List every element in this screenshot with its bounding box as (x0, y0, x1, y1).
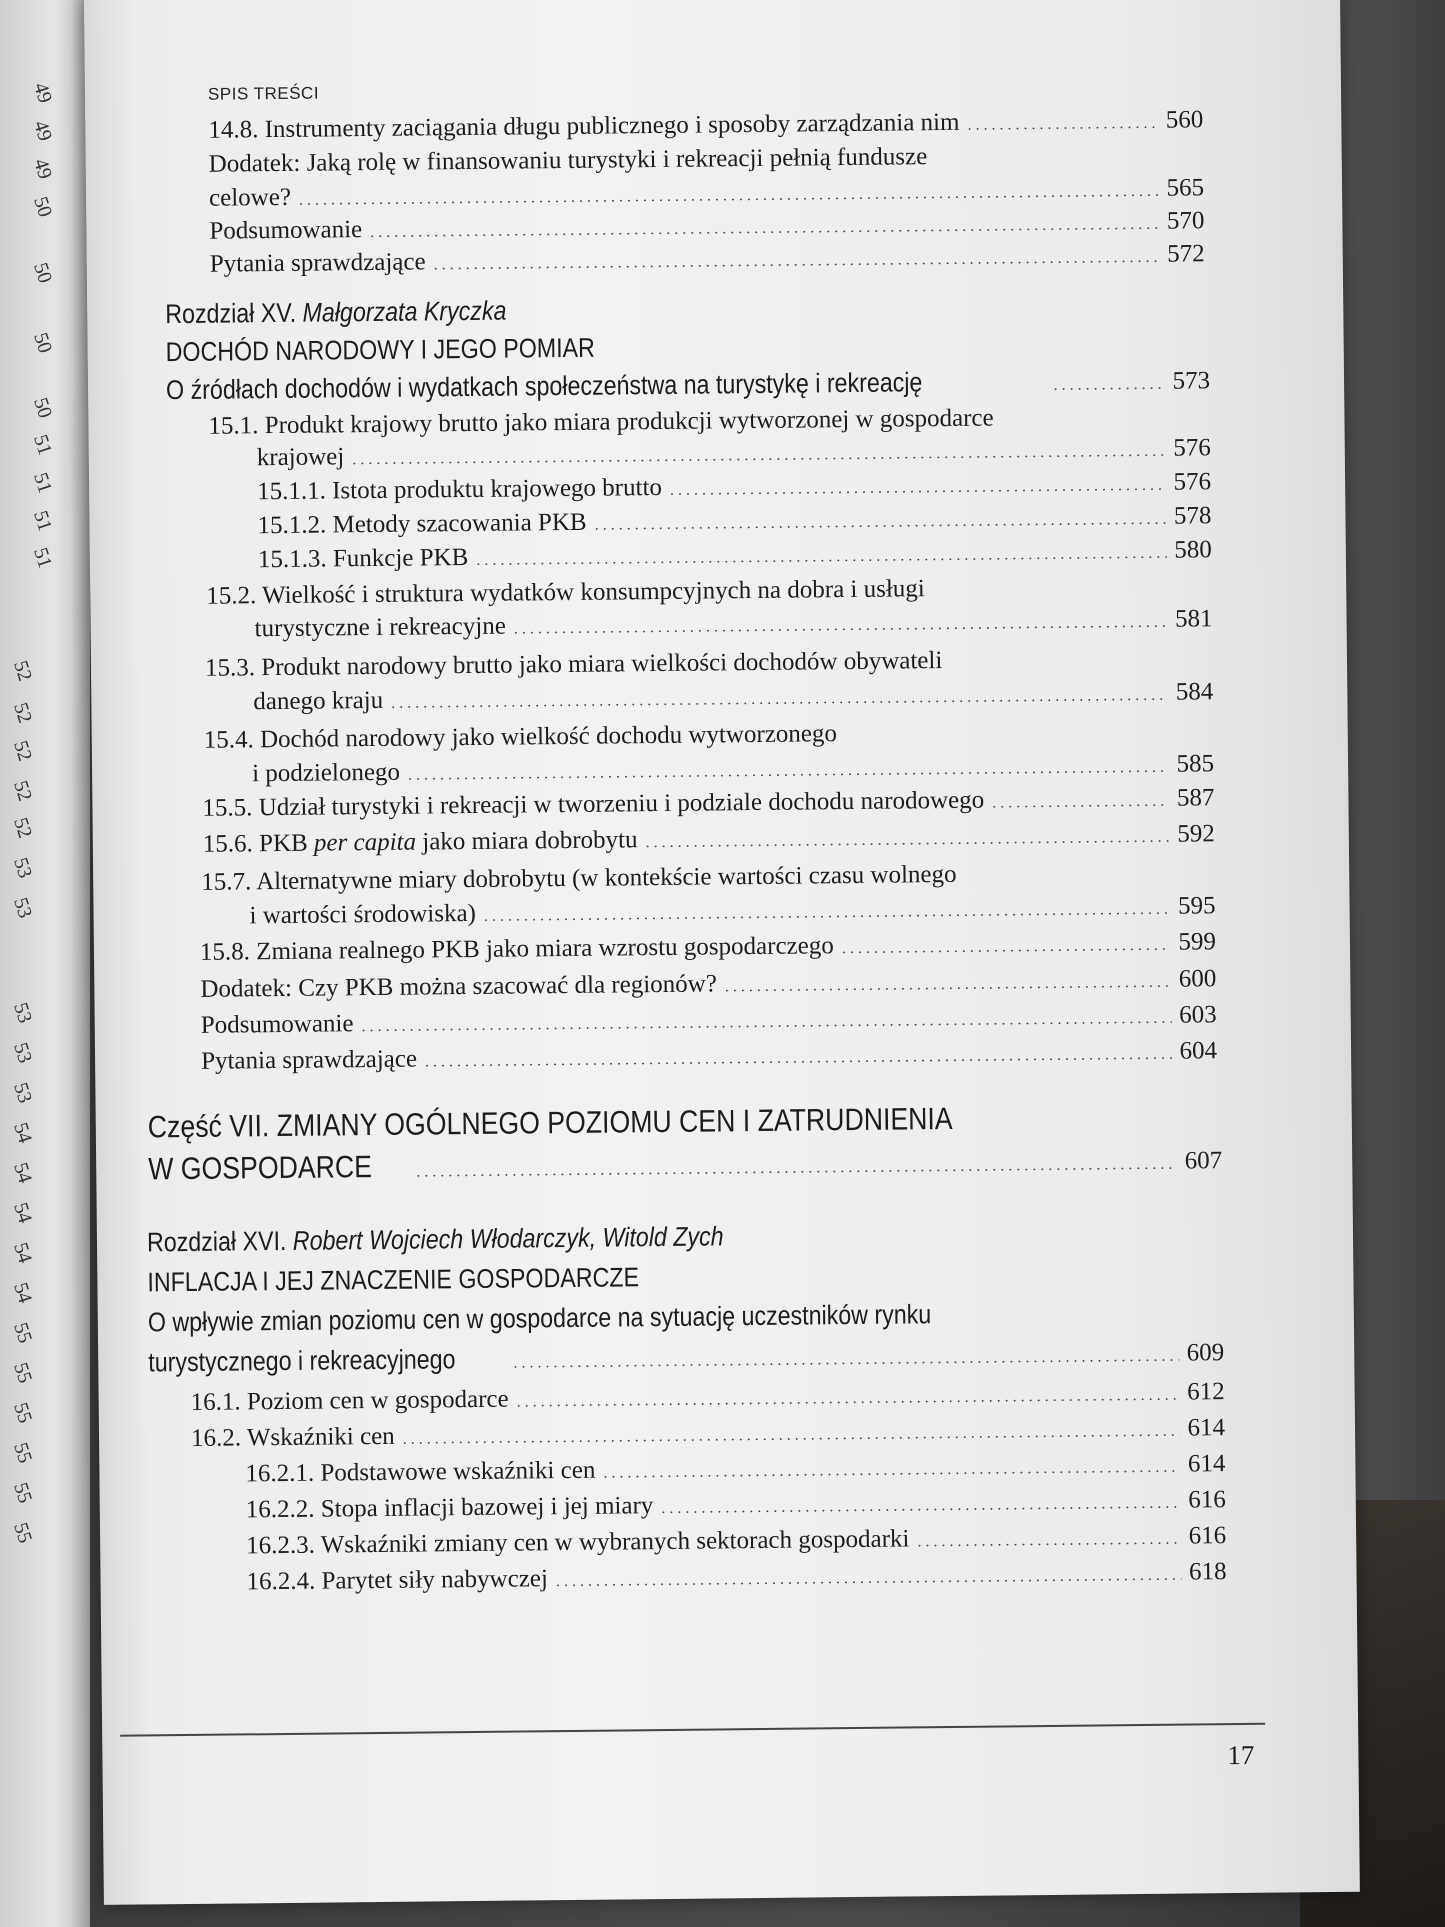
toc-entry-label: Część VII. ZMIANY OGÓLNEGO POZIOMU CEN I ZATRUDNIENIA (147, 1100, 953, 1145)
toc-entry-page: 595 (1177, 892, 1216, 920)
toc-entry (252, 750, 1214, 788)
toc-entry-label: Rozdział XV. Małgorzata Kryczka (165, 295, 507, 330)
left-page-number: 50 (29, 330, 57, 356)
toc-entry (258, 536, 1212, 574)
toc-entry-page: 573 (1172, 367, 1211, 395)
toc-entry-page: 618 (1188, 1558, 1227, 1586)
toc-entry-label: i podzielonego (251, 758, 401, 788)
toc-entry-page: 607 (1184, 1147, 1223, 1175)
toc-entry-page: 616 (1188, 1486, 1226, 1514)
toc-entry-label: 16.2.2. Stopa inflacji bazowej i jej miary (245, 1492, 654, 1524)
left-page-number: 53 (9, 855, 37, 881)
dot-leader (842, 937, 1171, 958)
left-page-number: 55 (9, 1480, 37, 1506)
left-page-number: 54 (9, 1280, 37, 1306)
toc-entry-label: turystyczne i rekreacyjne (254, 612, 506, 643)
toc-entry (257, 468, 1211, 506)
dot-leader (1053, 376, 1164, 395)
toc-entry (257, 434, 1211, 472)
toc-entry-page: 616 (1188, 1522, 1227, 1550)
toc-entry-label: 15.3. Produkt narodowy brutto jako miara wielkości dochodów obywateli (204, 647, 943, 682)
dot-leader (299, 183, 1159, 210)
toc-entry (148, 1336, 1224, 1378)
toc-entry-label: 16.2. Wskaźniki cen (190, 1422, 395, 1452)
toc-entry-label: INFLACJA I JEJ ZNACZENIE GOSPODARCZE (147, 1262, 640, 1298)
toc-entry-page: 572 (1167, 240, 1205, 268)
dot-leader (725, 974, 1171, 997)
dot-leader (670, 477, 1166, 500)
toc-entry-label: 15.7. Alternatywne miary dobrobytu (w kontekście wartości czasu wolnego (201, 860, 957, 896)
toc-entry (203, 820, 1215, 859)
left-page-number: 49 (29, 80, 57, 106)
toc-entry-label: Rozdział XVI. Robert Wojciech Włodarczyk, Witold Zych (146, 1221, 724, 1258)
toc-entry (202, 784, 1214, 823)
dot-leader (917, 1531, 1180, 1552)
toc-entry-page: 580 (1174, 536, 1212, 564)
toc-entry-label: O wpływie zmian poziomu cen w gospodarce na sytuację uczestników rynku (147, 1299, 932, 1338)
toc-entry-page: 581 (1174, 605, 1213, 633)
left-page-number: 52 (9, 815, 37, 841)
toc-entry (210, 240, 1205, 278)
toc-entry (209, 207, 1204, 245)
left-page-number: 54 (9, 1200, 37, 1226)
toc-entry (166, 364, 1210, 406)
left-page-number: 49 (29, 118, 57, 144)
toc-entry-label: 15.8. Zmiana realnego PKB jako miara wzrostu gospodarczego (199, 932, 834, 966)
toc-entry (208, 106, 1203, 144)
dot-leader (361, 1010, 1171, 1036)
left-page-number: 54 (9, 1120, 37, 1146)
dot-leader (403, 1423, 1180, 1449)
left-page-number: 53 (9, 1000, 37, 1026)
toc-entry-label: 15.1.2. Metody szacowania PKB (257, 508, 587, 540)
toc-entry-page: 609 (1186, 1339, 1225, 1367)
toc-entry-page: 614 (1187, 1414, 1226, 1442)
toc-entry-page: 585 (1176, 750, 1215, 778)
dot-leader (595, 511, 1167, 535)
toc-entry (249, 892, 1215, 930)
left-page-number: 55 (9, 1440, 37, 1466)
page-number: 17 (1227, 1739, 1255, 1771)
toc-entry-label: Podsumowanie (200, 1010, 354, 1039)
dot-leader (408, 759, 1169, 785)
toc-entry-italic: Robert Wojciech Włodarczyk, Witold Zych (292, 1221, 724, 1256)
toc-entry-label: 15.5. Udział turystyki i rekreacji w tworzeniu i podziale dochodu narodowego (202, 786, 985, 822)
toc-entry (148, 1140, 1222, 1187)
toc-entry-label: 14.8. Instrumenty zaciągania długu publicznego i sposoby zarządzania nim (208, 108, 960, 144)
toc-entry (147, 1216, 1223, 1258)
toc-entry-label: i wartości środowiska) (249, 899, 477, 930)
left-page-number: 52 (9, 778, 37, 804)
toc-entry-label: Podsumowanie (209, 216, 363, 245)
toc-entry-label: 15.4. Dochód narodowy jako wielkość dochodu wytworzonego (203, 720, 838, 754)
toc-entry-label: 16.1. Poziom cen w gospodarce (190, 1385, 509, 1416)
toc-entry (206, 572, 1212, 611)
toc-entry-label: turystycznego i rekreacyjnego (148, 1344, 456, 1378)
toc-entry (200, 928, 1216, 967)
dot-leader (352, 443, 1165, 470)
toc-entry-label: DOCHÓD NARODOWY I JEGO POMIAR (165, 332, 596, 368)
toc-entry (245, 1450, 1225, 1488)
toc-entry (205, 644, 1213, 683)
toc-entry-label: celowe? (208, 183, 292, 212)
toc-entry-label: O źródłach dochodów i wydatkach społeczeństwa na turystykę i rekreację (165, 367, 923, 406)
toc-entry-page: 614 (1187, 1450, 1226, 1478)
toc-entry (204, 716, 1214, 755)
dot-leader (603, 1459, 1180, 1483)
left-page-number: 51 (29, 508, 57, 534)
left-page-number: 54 (9, 1240, 37, 1266)
toc-entry (246, 1486, 1226, 1524)
toc-entry-page: 576 (1173, 468, 1212, 496)
dot-leader (645, 829, 1169, 852)
dot-leader (391, 687, 1168, 713)
running-header: SPIS TREŚCI (207, 83, 320, 104)
toc-entry-label: Dodatek: Czy PKB można szacować dla regionów? (200, 970, 717, 1003)
toc-entry (246, 1558, 1226, 1596)
toc-entry-page: 600 (1178, 965, 1217, 993)
left-page-number: 55 (9, 1360, 37, 1386)
left-page-number: 55 (9, 1520, 37, 1546)
left-page-number: 53 (9, 1040, 37, 1066)
dot-leader (556, 1567, 1181, 1592)
toc-entry-label: 15.1.3. Funkcje PKB (257, 544, 469, 574)
toc-entry-label: W GOSPODARCE (148, 1149, 373, 1187)
toc-entry-page: 565 (1166, 174, 1205, 202)
dot-leader (416, 1156, 1177, 1182)
left-page-number: 52 (9, 738, 37, 764)
toc-entry (209, 174, 1204, 212)
toc-entry-label: Pytania sprawdzające (209, 248, 426, 278)
toc-entry-page: 612 (1186, 1378, 1225, 1406)
dot-leader (517, 1387, 1180, 1412)
toc-entry (209, 140, 1204, 178)
toc-entry (201, 1001, 1217, 1040)
left-page-number: 53 (9, 895, 37, 921)
dot-leader (514, 614, 1167, 639)
toc-entry-page: 604 (1179, 1037, 1218, 1065)
toc-entry (165, 288, 1205, 330)
toc-entry (253, 678, 1213, 716)
dot-leader (992, 793, 1169, 813)
dot-leader (513, 1348, 1178, 1373)
toc-entry-page: 587 (1176, 784, 1215, 812)
left-page-number: 53 (9, 1080, 37, 1106)
toc-entry (166, 326, 1206, 368)
toc-entry (201, 1037, 1217, 1076)
toc-entry-page: 599 (1178, 928, 1217, 956)
toc-entry (201, 858, 1215, 897)
toc-entry-page: 603 (1179, 1001, 1217, 1029)
toc-entry (148, 1098, 1222, 1145)
dot-leader (661, 1495, 1180, 1518)
toc-entry (191, 1378, 1225, 1417)
left-page-number: 55 (9, 1320, 37, 1346)
toc-entry-label: 16.2.3. Wskaźniki zmiany cen w wybranych sektorach gospodarki (246, 1525, 910, 1560)
dot-leader (425, 1046, 1172, 1072)
toc-entry (200, 965, 1216, 1004)
left-page-number: 54 (9, 1160, 37, 1186)
left-page-number: 52 (9, 700, 37, 726)
toc-entry-label: Dodatek: Jaką rolę w finansowaniu turystyki i rekreacji pełnią fundusze (208, 143, 928, 178)
toc-entry-page: 576 (1173, 434, 1211, 462)
toc-entry (191, 1414, 1225, 1453)
toc-entry (147, 1256, 1223, 1298)
left-page-number: 50 (29, 194, 57, 220)
toc-entry-page: 570 (1166, 207, 1205, 235)
toc-entry-label: 16.2.1. Podstawowe wskaźniki cen (245, 1456, 596, 1488)
toc-entry-page: 592 (1177, 820, 1215, 848)
toc-entry-page: 584 (1175, 678, 1214, 706)
left-page-number: 52 (9, 658, 37, 684)
toc-entry-label: krajowej (256, 443, 345, 472)
footer-rule (120, 1723, 1265, 1737)
left-page-number: 55 (9, 1400, 37, 1426)
dot-leader (967, 115, 1158, 135)
toc-entry (246, 1522, 1226, 1560)
toc-entry-label: Pytania sprawdzające (200, 1045, 418, 1075)
toc-entry (148, 1296, 1224, 1338)
dot-leader (476, 545, 1166, 570)
toc-entry-label: 15.1.1. Istota produktu krajowego brutto (257, 473, 663, 506)
dot-leader (434, 249, 1160, 275)
dot-leader (370, 216, 1159, 242)
dot-leader (484, 901, 1170, 926)
toc-entry-label: 15.2. Wielkość i struktura wydatków konsumpcyjnych na dobra i usługi (206, 575, 925, 610)
toc-entry-label: 15.1. Produkt krajowy brutto jako miara produkcji wytworzonej w gospodarce (208, 404, 994, 440)
toc-entry (254, 605, 1212, 643)
toc-entry-page: 560 (1165, 106, 1204, 134)
toc-entry-label: 15.6. PKB per capita jako miara dobrobytu (202, 826, 638, 858)
toc-entry-italic: Małgorzata Kryczka (302, 295, 507, 328)
toc-entry (257, 502, 1211, 540)
left-page-number: 51 (29, 432, 57, 458)
toc-entry-italic: per capita (313, 828, 417, 857)
left-page-number: 50 (29, 260, 57, 286)
left-page-number: 51 (29, 470, 57, 496)
left-page-number: 49 (29, 156, 57, 182)
left-page-edge (0, 0, 90, 1927)
toc-entry-label: 16.2.4. Parytet siły nabywczej (246, 1565, 549, 1596)
toc-entry-page: 578 (1173, 502, 1212, 530)
left-page-number: 51 (29, 545, 57, 571)
left-page-number: 50 (29, 395, 57, 421)
toc-page (84, 0, 1360, 1905)
toc-entry-label: danego kraju (253, 686, 384, 716)
